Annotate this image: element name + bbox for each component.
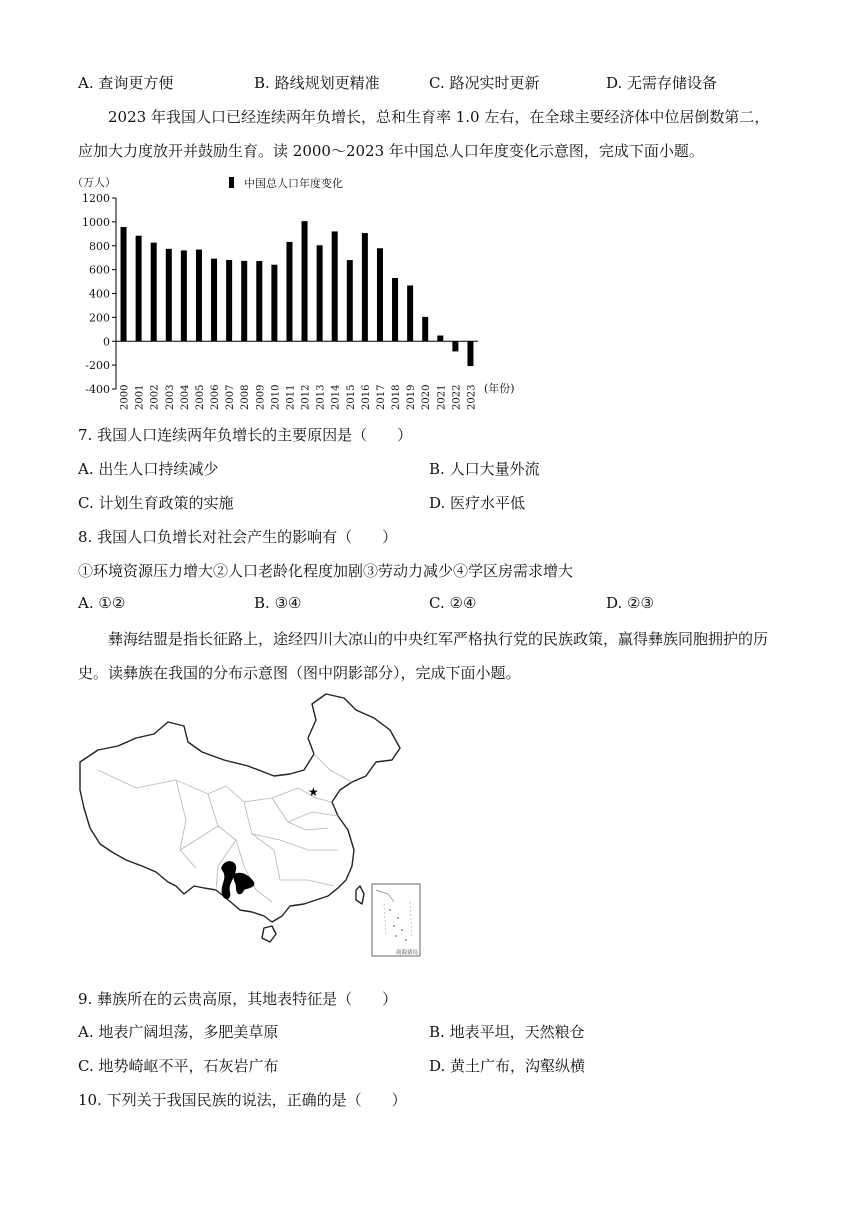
legend-swatch — [229, 177, 234, 188]
bar-2018 — [392, 278, 398, 341]
q6-option-b: B. 路线规划更精准 — [254, 74, 380, 92]
bar-2009 — [256, 261, 262, 341]
x-tick-label-2008: 2008 — [240, 384, 252, 410]
beijing-star-icon: ★ — [308, 785, 319, 799]
x-tick-label-2023: 2023 — [466, 384, 478, 410]
q9-option-c: C. 地势崎岖不平，石灰岩广布 — [78, 1057, 279, 1075]
y-tick-label-2: 800 — [89, 239, 110, 253]
x-tick-label-2015: 2015 — [345, 384, 357, 410]
q9-option-b: B. 地表平坦，天然粮仓 — [429, 1023, 585, 1041]
q8-option-c: C. ②④ — [429, 594, 477, 612]
bar-2020 — [422, 317, 428, 341]
china-outline — [80, 694, 400, 942]
y-tick-label-7: -200 — [85, 359, 110, 373]
x-axis-label: (年份) — [484, 382, 515, 395]
q8-option-d: D. ②③ — [606, 594, 654, 612]
south-china-sea-inset — [372, 884, 420, 956]
y-tick-label-1: 1000 — [82, 215, 110, 229]
yi-distribution-map — [76, 690, 436, 960]
bar-2005 — [196, 250, 202, 342]
x-tick-label-2009: 2009 — [255, 384, 267, 410]
q7-option-b: B. 人口大量外流 — [429, 460, 540, 478]
x-tick-label-2016: 2016 — [360, 384, 372, 410]
bar-2022 — [452, 341, 458, 351]
inset-label: 南海诸岛 — [395, 950, 418, 956]
y-tick-label-5: 200 — [89, 311, 110, 325]
q10-stem: 10. 下列关于我国民族的说法，正确的是（ ） — [78, 1091, 407, 1109]
x-tick-label-2010: 2010 — [270, 384, 282, 410]
bar-2021 — [437, 336, 443, 342]
x-tick-label-2001: 2001 — [134, 384, 146, 410]
population-change-chart — [64, 170, 524, 415]
q9-option-a: A. 地表广阔坦荡，多肥美草原 — [78, 1023, 279, 1041]
q8-option-b: B. ③④ — [254, 594, 302, 612]
bar-2013 — [317, 245, 323, 341]
bar-2002 — [151, 243, 157, 342]
x-tick-label-2005: 2005 — [194, 384, 206, 410]
x-tick-label-2006: 2006 — [210, 384, 222, 410]
x-tick-label-2021: 2021 — [436, 384, 448, 410]
yi-intro: 彝海结盟是指长征路上，途经四川大凉山的中央红军严格执行党的民族政策，赢得彝族同胞拥护的历史。读彝族在我国的分布示意图（图中阴影部分），完成下面小题。 — [78, 630, 769, 682]
x-tick-label-2022: 2022 — [451, 384, 463, 410]
y-axis-label: （万人） — [72, 176, 116, 189]
bar-2023 — [467, 341, 473, 366]
bar-2019 — [407, 286, 413, 342]
x-tick-label-2002: 2002 — [149, 384, 161, 410]
hainan-outline — [262, 926, 276, 942]
y-tick-label-4: 400 — [89, 287, 110, 301]
q6-option-a: A. 查询更方便 — [78, 74, 174, 92]
x-tick-label-2007: 2007 — [225, 384, 237, 410]
q7-option-d: D. 医疗水平低 — [429, 494, 526, 512]
x-tick-label-2000: 2000 — [119, 384, 131, 410]
q6-option-d: D. 无需存储设备 — [606, 74, 718, 92]
x-tick-label-2012: 2012 — [300, 384, 312, 410]
x-tick-label-2018: 2018 — [391, 384, 403, 410]
bar-2007 — [226, 260, 232, 341]
legend-label: 中国总人口年度变化 — [244, 177, 343, 190]
bar-2008 — [241, 261, 247, 341]
bar-2003 — [166, 249, 172, 341]
x-tick-label-2014: 2014 — [330, 384, 342, 410]
y-tick-label-0: 1200 — [82, 192, 110, 205]
y-tick-label-8: -400 — [85, 383, 110, 396]
x-tick-label-2020: 2020 — [421, 384, 433, 410]
bar-2004 — [181, 250, 187, 341]
bar-2011 — [286, 242, 292, 341]
y-tick-label-3: 600 — [89, 263, 110, 277]
q8-statements: ①环境资源压力增大②人口老龄化程度加剧③劳动力减少④学区房需求增大 — [78, 562, 574, 580]
x-tick-label-2017: 2017 — [375, 384, 387, 410]
q7-stem: 7. 我国人口连续两年负增长的主要原因是（ ） — [78, 426, 413, 444]
x-tick-label-2003: 2003 — [164, 384, 176, 410]
bar-2012 — [302, 221, 308, 341]
bar-2014 — [332, 231, 338, 341]
bar-2017 — [377, 248, 383, 341]
x-tick-label-2011: 2011 — [285, 384, 297, 410]
x-tick-label-2013: 2013 — [315, 384, 327, 410]
bar-2010 — [271, 265, 277, 342]
x-tick-label-2019: 2019 — [406, 384, 418, 410]
taiwan-outline — [356, 886, 364, 904]
q8-stem: 8. 我国人口负增长对社会产生的影响有（ ） — [78, 528, 398, 546]
bar-2000 — [121, 227, 127, 341]
population-intro: 2023 年我国人口已经连续两年负增长，总和生育率 1.0 左右，在全球主要经济体中位居倒数第二，应加大力度放开并鼓励生育。读 2000～2023 年中国总人口年度变化示意图，完成下面小题。 — [78, 108, 770, 160]
y-tick-label-6: 0 — [103, 335, 110, 349]
bar-2006 — [211, 259, 217, 342]
bar-2001 — [136, 236, 142, 342]
yi-distribution-shading — [221, 861, 254, 899]
q7-option-c: C. 计划生育政策的实施 — [78, 494, 234, 512]
q9-stem: 9. 彝族所在的云贵高原，其地表特征是（ ） — [78, 990, 398, 1008]
q9-option-d: D. 黄土广布，沟壑纵横 — [429, 1057, 586, 1075]
q6-option-c: C. 路况实时更新 — [429, 74, 540, 92]
bar-2016 — [362, 233, 368, 341]
x-tick-label-2004: 2004 — [179, 384, 191, 410]
bar-2015 — [347, 260, 353, 341]
q8-option-a: A. ①② — [78, 594, 126, 612]
q7-option-a: A. 出生人口持续减少 — [78, 460, 219, 478]
